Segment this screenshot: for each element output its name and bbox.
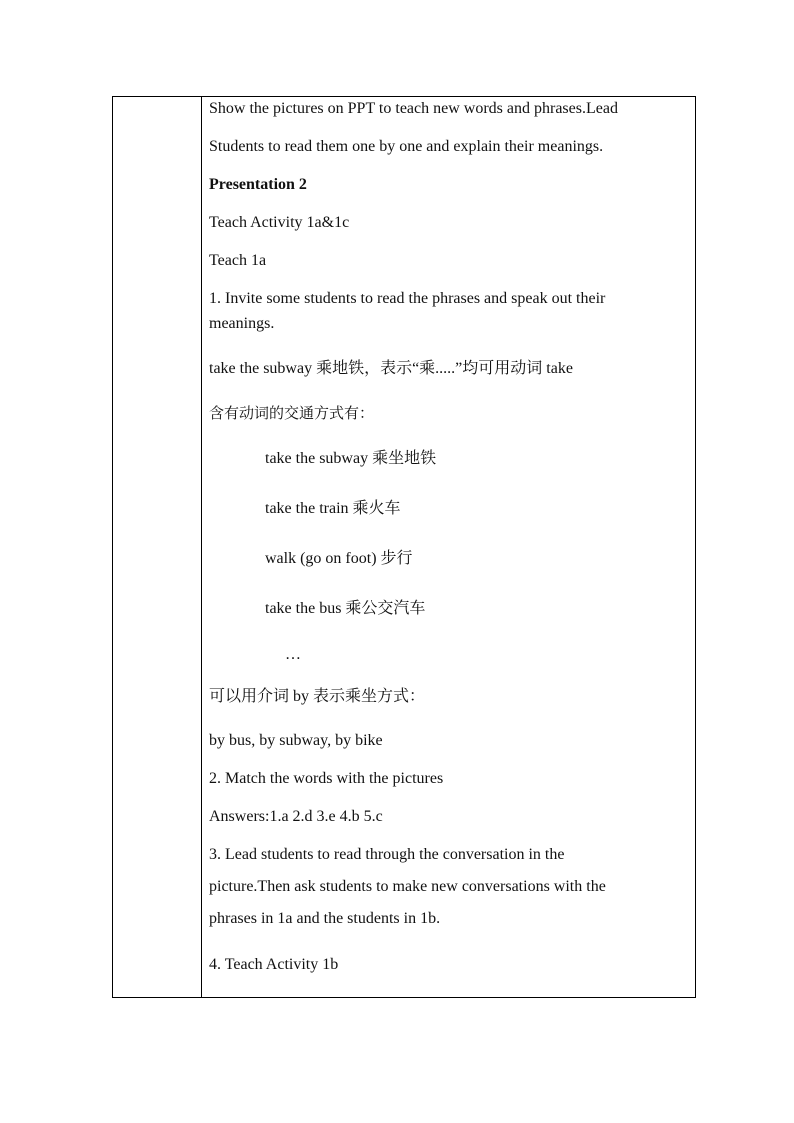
list-item: walk (go on foot) 步行 [265, 550, 413, 567]
text-line: 3. Lead students to read through the conversation in the [209, 846, 565, 863]
text-line: 2. Match the words with the pictures [209, 770, 444, 787]
section-heading: Presentation 2 [209, 176, 307, 193]
table-right-cell [202, 97, 695, 997]
table-left-cell [113, 97, 202, 997]
list-item: take the subway 乘坐地铁 [265, 450, 437, 467]
list-item: take the bus 乘公交汽车 [265, 600, 426, 617]
text-line: Teach Activity 1a&1c [209, 214, 350, 231]
text-line: Show the pictures on PPT to teach new words and phrases.Lead [209, 100, 618, 117]
text-line: Answers:1.a 2.d 3.e 4.b 5.c [209, 808, 383, 825]
text-line: take the subway 乘地铁，表示“乘.....”均可用动词 take [209, 360, 573, 377]
list-item: take the train 乘火车 [265, 500, 401, 517]
text-line: 可以用介词 by 表示乘坐方式： [209, 688, 426, 705]
text-line: picture.Then ask students to make new conversations with the [209, 878, 606, 895]
lesson-table [112, 96, 696, 998]
text-line: meanings. [209, 315, 275, 332]
text-line: 4. Teach Activity 1b [209, 956, 339, 973]
text-line: by bus, by subway, by bike [209, 732, 383, 749]
text-line: Teach 1a [209, 252, 267, 269]
text-line: Students to read them one by one and explain their meanings. [209, 138, 604, 155]
text-line: 1. Invite some students to read the phrases and speak out their [209, 290, 606, 307]
ellipsis: … [285, 646, 301, 663]
text-line: 含有动词的交通方式有： [209, 404, 375, 422]
text-line: phrases in 1a and the students in 1b. [209, 910, 441, 927]
